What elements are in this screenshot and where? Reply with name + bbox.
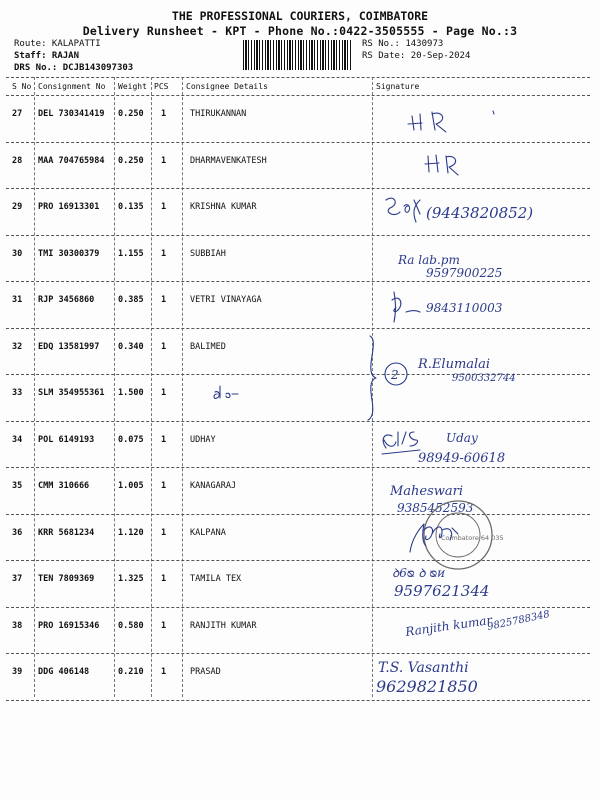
cell-consignee: KALPANA (190, 527, 226, 538)
cell-weight: 1.500 (118, 388, 144, 398)
cell-pcs: 1 (161, 155, 167, 166)
cell-sno: 33 (12, 388, 23, 398)
cell-sno: 29 (12, 202, 23, 212)
signature-scribble (382, 432, 420, 454)
handwritten-name: Ra lab.pm (398, 253, 460, 267)
route-label: Route: KALAPATTI (14, 39, 101, 49)
cell-consignment-no: TEN 7809369 (38, 574, 95, 584)
cell-weight: 0.075 (118, 434, 144, 445)
handwritten-phone: 9597900225 (426, 266, 503, 280)
cell-sno: 28 (12, 155, 23, 166)
runsheet-subtitle: Delivery Runsheet - KPT - Phone No.:0422-3505555 - Page No.:3 (82, 24, 518, 38)
handwritten-phone: 9597621344 (394, 582, 490, 600)
handwritten-phone: (9443820852) (426, 204, 534, 222)
cell-pcs: 1 (161, 481, 167, 491)
cell-consignment-no: SLM 354955361 (38, 388, 105, 398)
cell-pcs: 1 (161, 667, 167, 677)
cell-weight: 0.385 (118, 295, 144, 305)
cell-consignee: VETRI VINAYAGA (190, 295, 262, 305)
signature-scribble (410, 524, 458, 552)
cell-weight: 0.250 (118, 155, 144, 166)
cell-weight: 0.340 (118, 341, 144, 352)
cell-consignment-no: KRR 5681234 (38, 527, 95, 538)
rs-number: RS No.: 1430973 (362, 39, 444, 49)
cell-sno: 38 (12, 620, 23, 631)
handwritten-phone: 9825788348 (486, 608, 551, 633)
cell-pcs: 1 (161, 388, 167, 398)
cell-weight: 1.155 (118, 248, 144, 259)
signature-scribble (386, 198, 420, 222)
cell-weight: 1.120 (118, 527, 144, 538)
handwritten-phone: 9385452593 (397, 501, 474, 515)
circled-digit: 2 (391, 368, 399, 382)
cell-consignee: BALIMED (190, 341, 226, 352)
bracket-mark (368, 336, 376, 420)
stamp-text: Coimbatore 64 035 (441, 534, 504, 542)
handwritten-name: Uday (446, 431, 478, 445)
handwritten-name: Ranjith kumar (404, 612, 493, 639)
cell-pcs: 1 (161, 527, 167, 538)
cell-consignment-no: EDQ 13581997 (38, 341, 100, 352)
handwritten-name: Maheswari (390, 484, 464, 499)
cell-pcs: 1 (161, 574, 167, 584)
cell-consignee: KANAGARAJ (190, 481, 237, 491)
company-title: THE PROFESSIONAL COURIERS, COIMBATORE (171, 9, 429, 23)
cell-consignee: TAMILA TEX (190, 574, 242, 584)
cell-pcs: 1 (161, 109, 167, 119)
cell-weight: 0.210 (118, 667, 144, 677)
cell-pcs: 1 (161, 295, 167, 305)
cell-consignee: KRISHNA KUMAR (190, 202, 257, 212)
cell-sno: 32 (12, 341, 23, 352)
row33-scribble (214, 386, 238, 398)
cell-consignee: SUBBIAH (190, 248, 226, 259)
rs-date: RS Date: 20-Sep-2024 (362, 51, 471, 61)
col-header-consignment: Consignment No (38, 82, 106, 91)
cell-pcs: 1 (161, 620, 167, 631)
col-header-signature: Signature (376, 82, 420, 91)
cell-consignment-no: PRO 16915346 (38, 620, 100, 631)
cell-consignee: UDHAY (190, 434, 216, 445)
cell-consignment-no: RJP 3456860 (38, 295, 95, 305)
cell-consignment-no: TMI 30300379 (38, 248, 100, 259)
col-header-pcs: PCS (154, 82, 169, 91)
cell-sno: 34 (12, 434, 23, 445)
handwritten-name: T.S. Vasanthi (378, 660, 469, 676)
col-header-weight: Weight (118, 82, 147, 91)
cell-pcs: 1 (161, 248, 167, 259)
handwritten-scribble: ꝺ6ᴓ ꝺ ᴓᴎ (392, 566, 446, 580)
cell-consignment-no: MAA 704765984 (38, 155, 105, 166)
col-header-consignee: Consignee Details (186, 82, 268, 91)
cell-sno: 35 (12, 481, 23, 491)
cell-consignee: PRASAD (190, 667, 221, 677)
cell-consignment-no: POL 6149193 (38, 434, 95, 445)
cell-consignment-no: CMM 310666 (38, 481, 90, 491)
drs-label: DRS No.: DCJB143097303 (14, 63, 134, 73)
cell-pcs: 1 (161, 202, 167, 212)
signature-scribble (425, 155, 458, 175)
cell-pcs: 1 (161, 434, 167, 445)
staff-label: Staff: RAJAN (14, 51, 80, 61)
cell-sno: 37 (12, 574, 23, 584)
cell-consignment-no: PRO 16913301 (38, 202, 100, 212)
cell-sno: 31 (12, 295, 23, 305)
cell-sno: 27 (12, 109, 23, 119)
cell-weight: 0.135 (118, 202, 144, 212)
cell-weight: 0.580 (118, 620, 144, 631)
cell-consignment-no: DEL 730341419 (38, 109, 105, 119)
cell-sno: 36 (12, 527, 23, 538)
signature-scribble (392, 292, 420, 322)
cell-consignee: RANJITH KUMAR (190, 620, 257, 631)
cell-consignment-no: DDG 406148 (38, 667, 90, 677)
handwritten-name: R.Elumalai (418, 357, 491, 372)
handwritten-phone: 9500332744 (452, 373, 516, 384)
cell-sno: 39 (12, 667, 23, 677)
cell-weight: 1.325 (118, 574, 144, 584)
cell-weight: 0.250 (118, 109, 144, 119)
cell-weight: 1.005 (118, 481, 144, 491)
handwritten-phone: 9843110003 (426, 301, 503, 315)
cell-consignee: DHARMAVENKATESH (190, 155, 267, 166)
cell-consignee: THIRUKANNAN (190, 109, 247, 119)
signature-scribble (408, 111, 494, 132)
cell-pcs: 1 (161, 341, 167, 352)
handwritten-phone: 9629821850 (376, 677, 478, 696)
col-header-sno: S No (12, 82, 32, 91)
cell-sno: 30 (12, 248, 23, 259)
handwritten-phone: 98949-60618 (418, 451, 506, 466)
